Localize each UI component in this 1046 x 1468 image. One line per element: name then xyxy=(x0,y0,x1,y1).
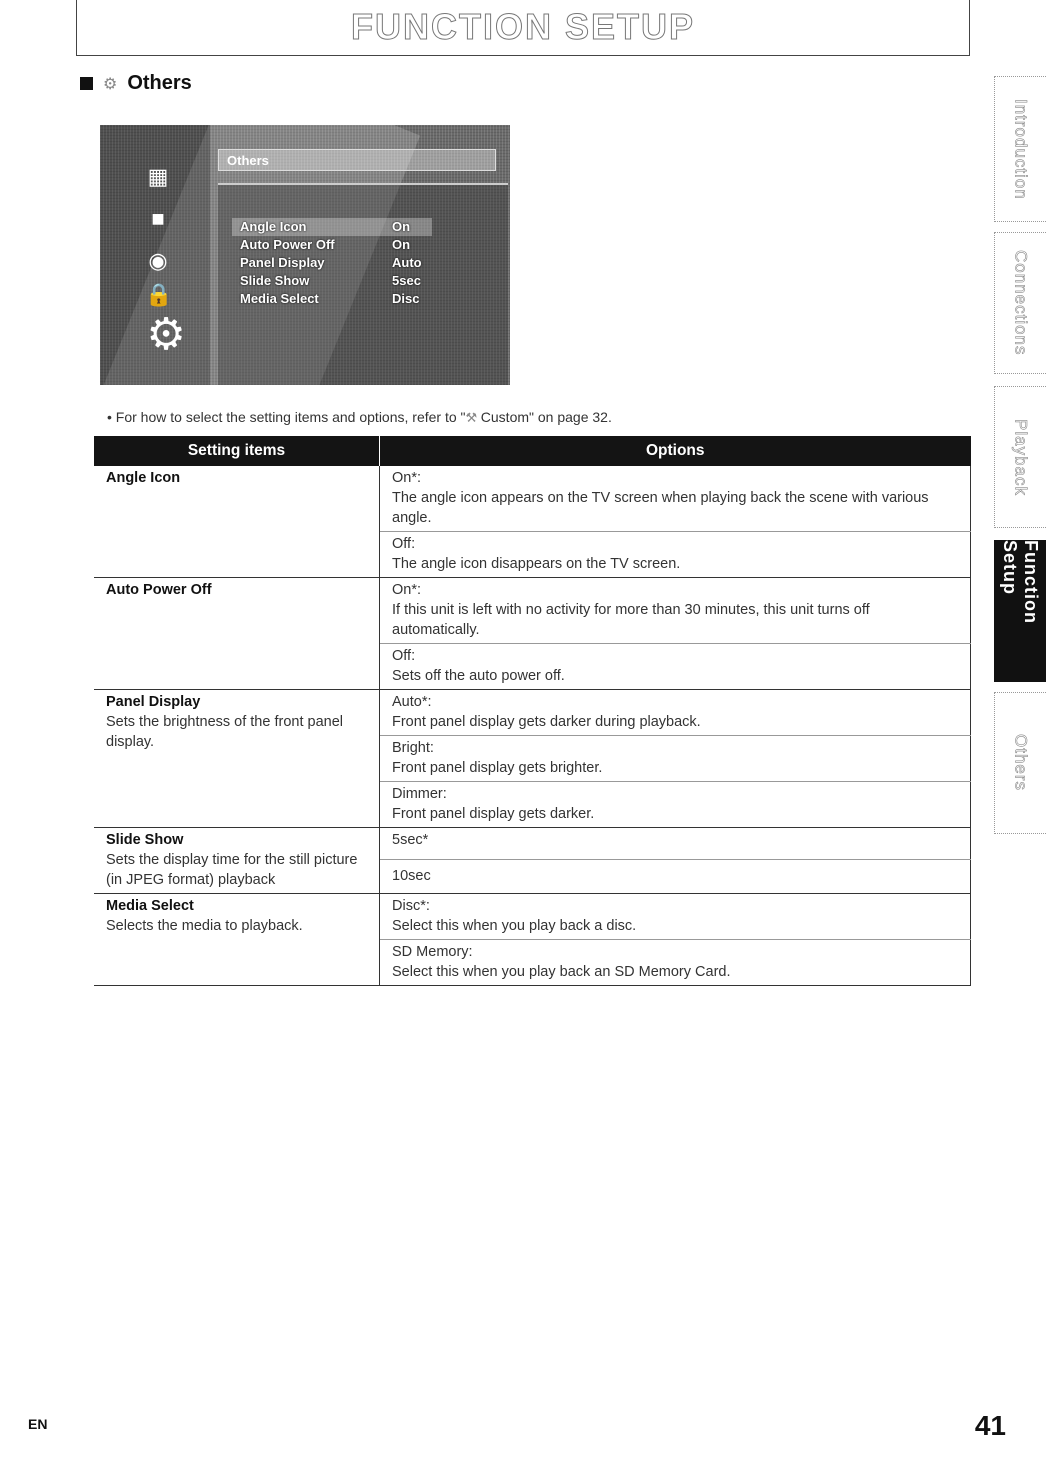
option-cell xyxy=(380,860,971,894)
screen-icon: ■ xyxy=(151,206,165,231)
bullet-square-icon xyxy=(80,77,93,90)
lock-icon: 🔒 xyxy=(145,282,173,307)
reference-note: • For how to select the setting items and options, refer to "⚒ Custom" on page 32. xyxy=(107,409,612,425)
others-gear-icon: ⚙ xyxy=(103,75,118,93)
option-text: The angle icon disappears on the TV screen. xyxy=(392,556,681,572)
option-text: Front panel display gets brighter. xyxy=(392,760,603,776)
option-text: Select this when you play back a disc. xyxy=(392,918,637,934)
option-title: 5sec* xyxy=(392,832,429,848)
option-cell xyxy=(380,736,971,782)
section-heading xyxy=(80,72,192,95)
side-tab-playback[interactable]: Playback xyxy=(994,386,1046,528)
screen-item-label: Slide Show xyxy=(240,273,310,288)
screen-menu-title: Others xyxy=(218,149,496,171)
side-tab-function-setup[interactable]: Function Setup xyxy=(994,540,1046,682)
screen-item-label: Panel Display xyxy=(240,255,325,270)
custom-reference: Custom xyxy=(480,409,530,425)
setting-name: Panel Display xyxy=(106,694,201,710)
option-cell xyxy=(380,940,971,986)
option-cell xyxy=(380,466,971,532)
section-title: Others xyxy=(127,72,192,94)
table-row xyxy=(94,578,971,644)
setting-name: Angle Icon xyxy=(106,470,181,486)
screen-item-label: Media Select xyxy=(240,291,319,306)
screen-item-value: Disc xyxy=(392,291,420,306)
screen-item-value: 5sec xyxy=(392,273,421,288)
table-row xyxy=(94,894,971,940)
option-cell xyxy=(380,782,971,828)
option-title: 10sec xyxy=(392,868,431,884)
option-title: On*: xyxy=(392,470,422,486)
audio-icon: ◉ xyxy=(148,248,168,273)
screen-image xyxy=(100,125,510,385)
option-title: SD Memory: xyxy=(392,944,473,960)
setting-description: Sets the brightness of the front panel display. xyxy=(106,714,343,750)
setting-name: Auto Power Off xyxy=(106,582,212,598)
page-title: FUNCTION SETUP xyxy=(350,6,695,47)
table-row xyxy=(94,828,971,860)
option-cell xyxy=(380,894,971,940)
option-title: Auto*: xyxy=(392,694,432,710)
option-text: Select this when you play back an SD Memory Card. xyxy=(392,964,731,980)
option-text: Front panel display gets darker during playback. xyxy=(392,714,701,730)
header-box xyxy=(76,0,970,56)
option-cell xyxy=(380,828,971,860)
option-cell xyxy=(380,644,971,690)
option-title: Bright: xyxy=(392,740,434,756)
custom-icon: ⚒ xyxy=(465,410,481,425)
column-header: Setting items xyxy=(94,436,380,466)
setting-name: Media Select xyxy=(106,898,194,914)
option-title: Disc*: xyxy=(392,898,430,914)
screen-item-value: On xyxy=(392,219,411,234)
side-tab-introduction[interactable]: Introduction xyxy=(994,76,1046,222)
setting-description: Selects the media to playback. xyxy=(106,918,303,934)
display-icon: ▦ xyxy=(147,164,169,189)
option-cell xyxy=(380,578,971,644)
table-row xyxy=(94,466,971,532)
option-text: The angle icon appears on the TV screen when playing back the scene with various angle. xyxy=(392,490,929,526)
option-title: Dimmer: xyxy=(392,786,447,802)
side-tab-connections[interactable]: Connections xyxy=(994,232,1046,374)
column-header: Options xyxy=(380,436,971,466)
screen-item-label: Angle Icon xyxy=(240,219,307,234)
screen-item-value: On xyxy=(392,237,411,252)
side-tab-others[interactable]: Others xyxy=(994,692,1046,834)
option-title: Off: xyxy=(392,536,416,552)
language-label: EN xyxy=(28,1416,48,1432)
gear-icon: ⚙ xyxy=(146,310,186,359)
screen-item-label: Auto Power Off xyxy=(240,237,335,252)
settings-table xyxy=(94,436,971,986)
option-text: Front panel display gets darker. xyxy=(392,806,595,822)
option-text: Sets off the auto power off. xyxy=(392,668,565,684)
page-number: 41 xyxy=(974,1410,1006,1441)
option-title: Off: xyxy=(392,648,416,664)
table-row xyxy=(94,690,971,736)
option-cell xyxy=(380,690,971,736)
option-title: On*: xyxy=(392,582,422,598)
screen-item-value: Auto xyxy=(392,255,422,270)
setting-description: Sets the display time for the still picture (in JPEG format) playback xyxy=(106,852,358,888)
option-cell xyxy=(380,532,971,578)
setting-name: Slide Show xyxy=(106,832,184,848)
option-text: If this unit is left with no activity for more than 30 minutes, this unit turns off automatically. xyxy=(392,602,870,638)
